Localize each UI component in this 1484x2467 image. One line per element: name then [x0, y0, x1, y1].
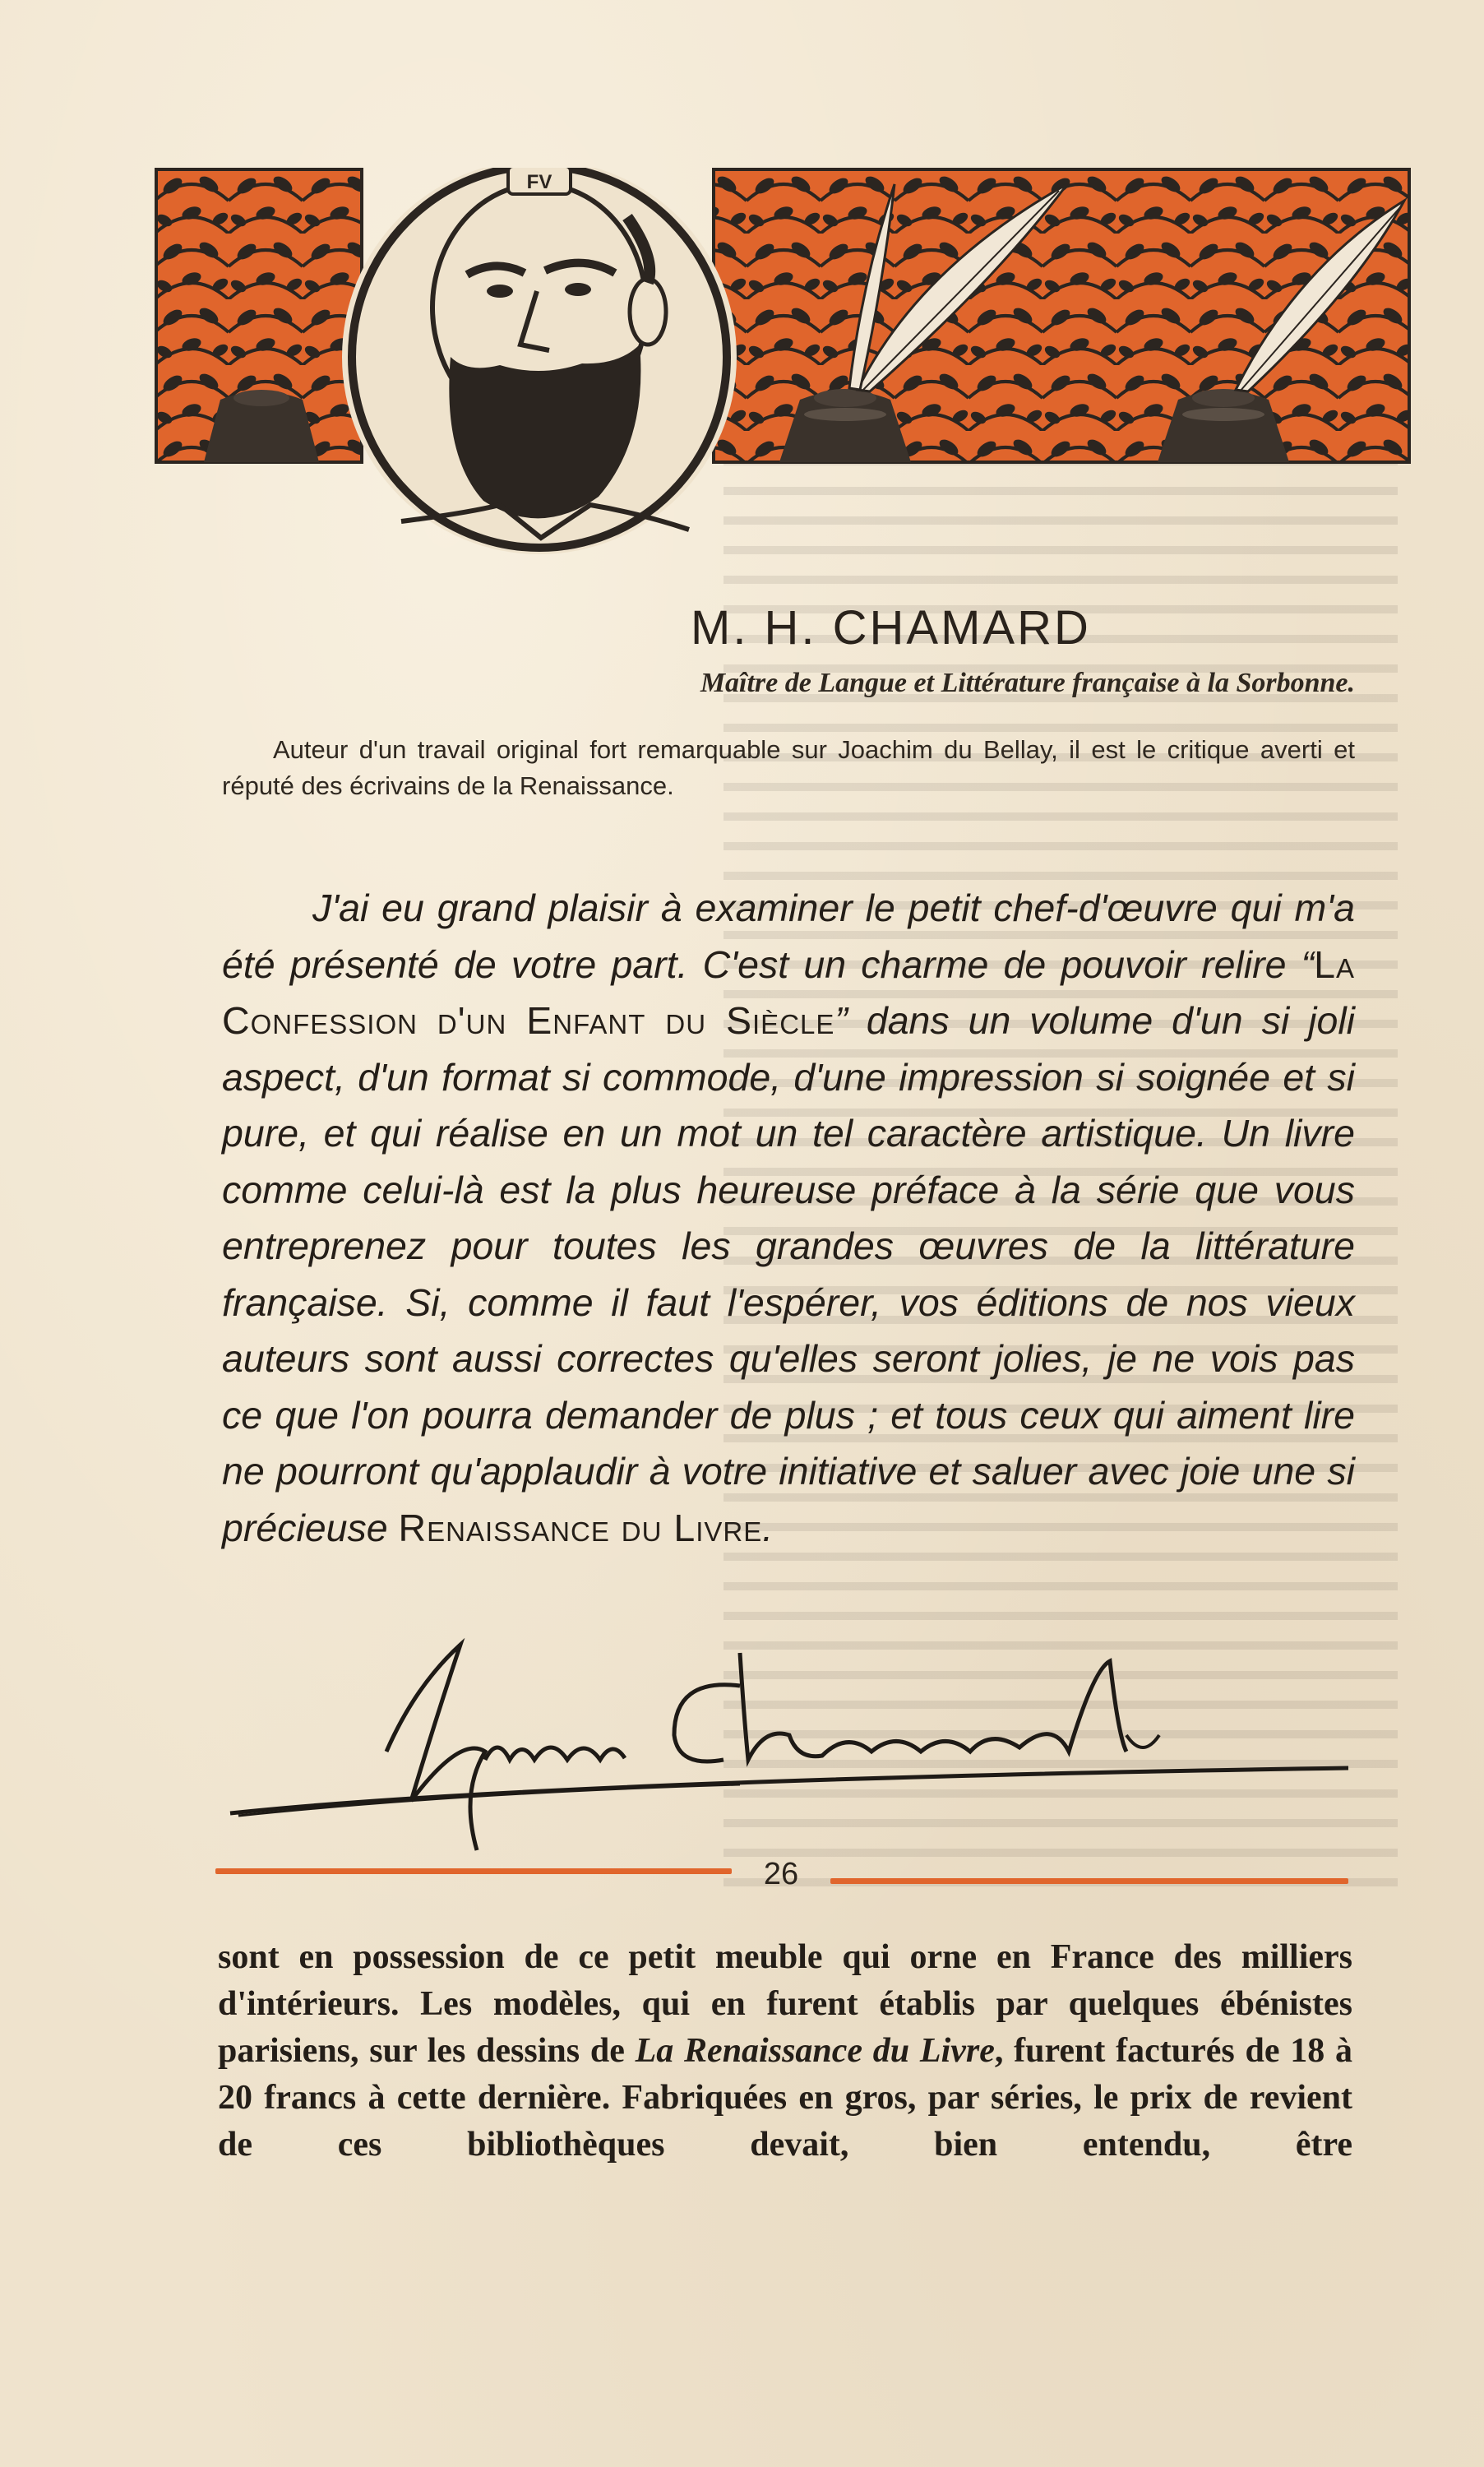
letter-part-1: J'ai eu grand plaisir à examiner le petit chef-d'œuvre qui m'a été présenté de votre part. C'est un charme de pouvoir relire “ — [222, 886, 1355, 986]
page-title: M. H. CHAMARD — [691, 601, 1091, 655]
inkwell-icon — [204, 390, 319, 462]
closing-name: Renaissance du Livre — [398, 1506, 763, 1549]
monogram: FV — [526, 171, 552, 193]
subtitle: Maître de Langue et Littérature française à la Sorbonne. — [700, 668, 1355, 698]
page-number: 26 — [763, 1857, 799, 1891]
letter-part-2: ” dans un volume d'un si joli aspect, d'un format si commode, d'une impression si soignée et si pure, et qui réalise en un mot un tel caractère artistique. Un livre comme celui-là est la plus heureuse préface à la série que vous entreprenez pour toutes les grandes œuvres de la littérature française. Si, comme il faut l'espérer, vos éditions de nos vieux auteurs sont aussi correctes qu'elles seront jolies, je ne vois pas ce que l'on pourra demander de plus ; et tous ceux qui aiment lire ne pourront qu'applaudir à votre initiative et saluer avec joie une si précieuse — [222, 999, 1355, 1549]
signature-graphic — [214, 1636, 1365, 1875]
body-part-2: , furent facturés de 18 à 20 francs à cette dernière. Fabriquées en gros, par séries, le prix de revient de ces bibliothèques devait, bien entendu, être — [218, 2032, 1352, 2164]
letter-end: . — [762, 1506, 774, 1549]
header-banner — [155, 168, 1412, 464]
book-title: La Confession d'un Enfant du Siècle — [222, 942, 1355, 1042]
body-italic-title: La Renaissance du Livre — [635, 2032, 995, 2070]
intro-paragraph: Auteur d'un travail original fort remarquable sur Joachim du Bellay, il est le critique averti et réputé des écrivains de la Renaissance. — [222, 735, 1355, 800]
orange-rule-right — [830, 1878, 1348, 1884]
orange-rule-left — [215, 1868, 732, 1874]
body-part-1: sont en possession de ce petit meuble qui orne en France des milliers d'intérieurs. Les modèles, qui en furent établis par quelques ébénistes parisiens, sur les dessins de — [218, 1938, 1352, 2070]
handwritten-signature — [214, 1636, 1365, 1875]
body-paragraph — [218, 1934, 1352, 2168]
letter-quote — [222, 880, 1355, 1556]
banner-illustration — [155, 168, 1412, 554]
portrait-medallion — [342, 168, 737, 554]
